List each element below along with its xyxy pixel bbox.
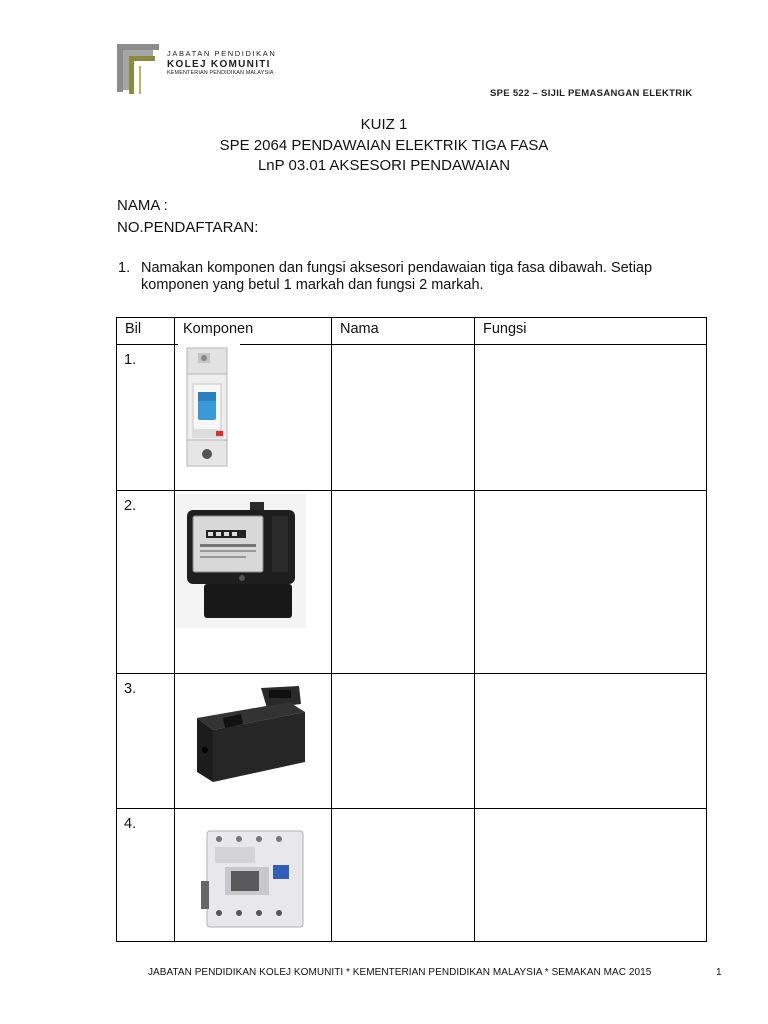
row-komponen	[175, 674, 332, 809]
component-table	[116, 317, 707, 942]
rccb-4-pole-image	[201, 823, 309, 935]
table-row	[117, 345, 707, 491]
question-number: 1.	[118, 260, 131, 276]
logo-text	[167, 49, 276, 77]
row-bil: 4.	[117, 809, 175, 942]
quiz-title: KUIZ 1	[360, 116, 408, 133]
page-number: 1	[716, 967, 722, 978]
row-bil: 1.	[117, 345, 175, 491]
no-pendaftaran-label: NO.PENDAFTARAN:	[117, 219, 259, 236]
header-bil: Bil	[117, 318, 175, 345]
row-fungsi	[475, 674, 707, 809]
row-fungsi	[475, 809, 707, 942]
logo-line-1: JABATAN PENDIDIKAN	[167, 49, 277, 58]
row-komponen	[175, 809, 332, 942]
footer-text: JABATAN PENDIDIKAN KOLEJ KOMUNITI * KEMENTERIAN PENDIDIKAN MALAYSIA * SEMAKAN MAC 2015	[148, 967, 652, 978]
course-code: SPE 522 – SIJIL PEMASANGAN ELEKTRIK	[490, 88, 693, 99]
row-fungsi	[475, 491, 707, 674]
row-komponen	[175, 491, 332, 674]
table-row	[117, 491, 707, 674]
row-nama	[332, 809, 475, 942]
table-row	[117, 809, 707, 942]
row-nama	[332, 345, 475, 491]
table-row	[117, 674, 707, 809]
table-header-row	[117, 318, 707, 345]
row-nama	[332, 674, 475, 809]
row-nama	[332, 491, 475, 674]
nama-label: NAMA :	[117, 197, 168, 214]
header-komponen: Komponen	[175, 318, 332, 345]
header-fungsi: Fungsi	[475, 318, 707, 345]
fuse-holder-image	[183, 682, 323, 790]
kwh-meter-image	[176, 494, 306, 628]
logo-line-3: KEMENTERIAN PENDIDIKAN MALAYSIA	[167, 70, 274, 76]
row-bil: 2.	[117, 491, 175, 674]
row-fungsi	[475, 345, 707, 491]
subject-title: SPE 2064 PENDAWAIAN ELEKTRIK TIGA FASA	[219, 137, 549, 154]
logo-line-2: KOLEJ KOMUNITI	[167, 59, 271, 70]
question-text: Namakan komponen dan fungsi aksesori pendawaian tiga fasa dibawah. Setiap komponen yang betul 1 markah dan fungsi 2 markah.	[141, 260, 653, 293]
row-bil: 3.	[117, 674, 175, 809]
header-nama: Nama	[332, 318, 475, 345]
topic-title: LnP 03.01 AKSESORI PENDAWAIAN	[257, 157, 511, 174]
mcb-circuit-breaker-image	[178, 344, 240, 468]
row-komponen	[175, 345, 332, 491]
